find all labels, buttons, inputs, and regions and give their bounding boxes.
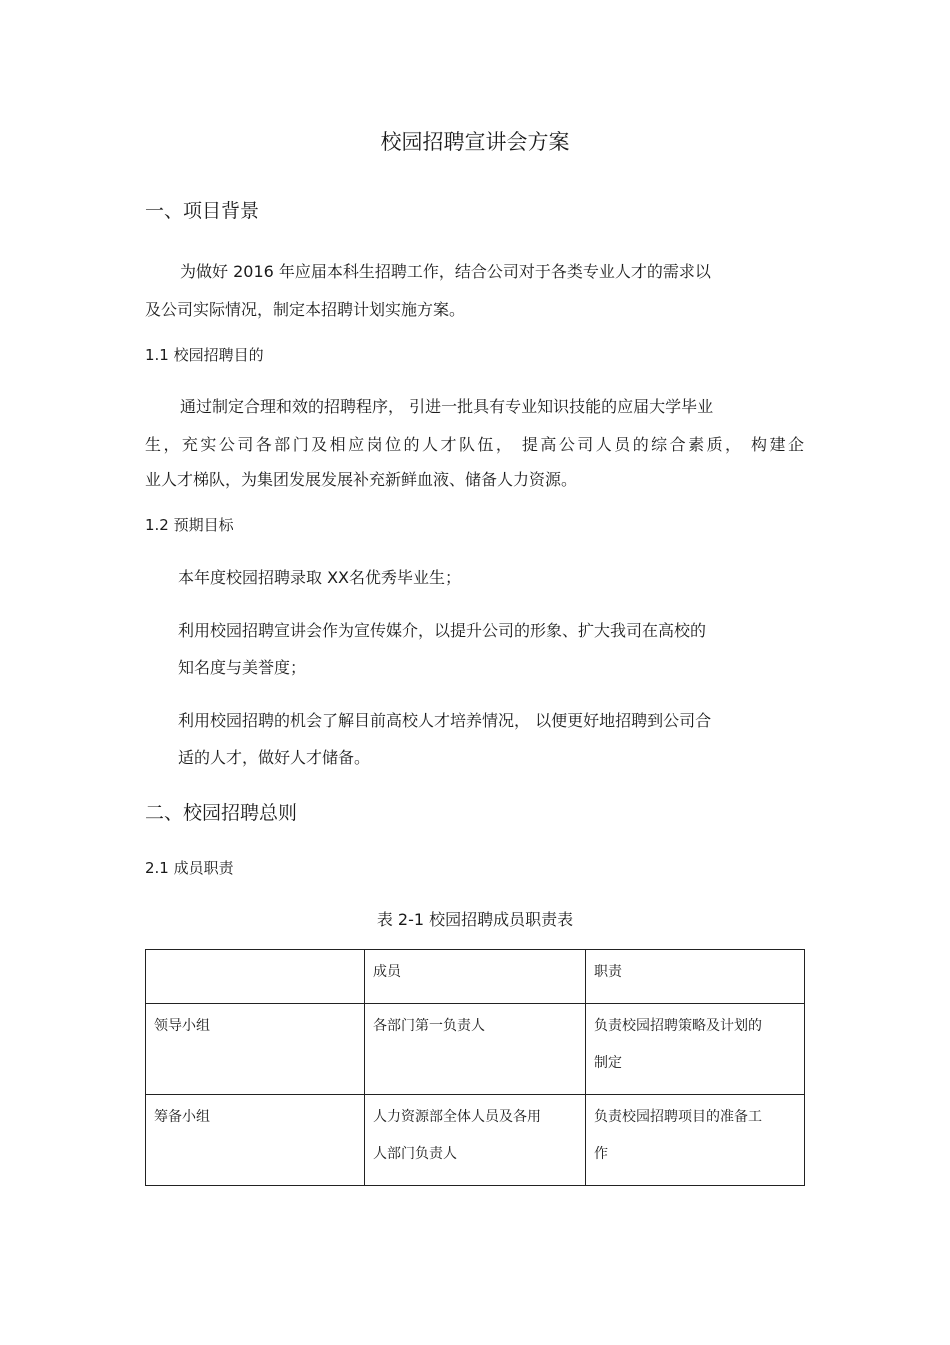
subsection-1-1-heading: 1.1 校园招聘目的 xyxy=(145,346,264,364)
members-cell xyxy=(365,1095,586,1186)
subsection-2-1-heading: 2.1 成员职责 xyxy=(145,859,234,877)
duty-line: 负责校园招聘项目的准备工 xyxy=(594,1109,762,1125)
group-cell: 筹备小组 xyxy=(146,1095,365,1186)
members-cell xyxy=(365,1004,586,1095)
intro-line-2: 及公司实际情况，制定本招聘计划实施方案。 xyxy=(145,300,466,319)
goal-2-line-1: 利用校园招聘宣讲会作为宣传媒介，以提升公司的形象、扩大我司在高校的 xyxy=(178,621,707,640)
goal-3-line-1: 利用校园招聘的机会了解目前高校人才培养情况， 以便更好地招聘到公司合 xyxy=(178,711,712,730)
group-cell: 领导小组 xyxy=(146,1004,365,1095)
document-title: 校园招聘宣讲会方案 xyxy=(380,130,570,154)
member-duty-table xyxy=(145,949,805,1186)
purpose-line-2: 生，充实公司各部门及相应岗位的人才队伍， 提高公司人员的综合素质， 构建企 xyxy=(145,435,804,454)
table-row xyxy=(146,1095,805,1186)
goal-3-line-2: 适的人才，做好人才储备。 xyxy=(178,748,371,767)
members-line: 人力资源部全体人员及各用 xyxy=(373,1109,541,1125)
section-1-heading: 一、项目背景 xyxy=(145,200,260,222)
purpose-line-1: 通过制定合理和效的招聘程序， 引进一批具有专业知识技能的应届大学毕业 xyxy=(180,397,714,416)
table-row xyxy=(146,1004,805,1095)
duty-cell xyxy=(586,1095,805,1186)
subsection-1-2-heading: 1.2 预期目标 xyxy=(145,516,234,534)
purpose-line-3: 业人才梯队，为集团发展发展补充新鲜血液、储备人力资源。 xyxy=(145,470,578,489)
duty-cell xyxy=(586,1004,805,1095)
section-2-heading: 二、校园招聘总则 xyxy=(145,802,298,824)
members-line: 人部门负责人 xyxy=(373,1146,457,1162)
table-caption: 表 2-1 校园招聘成员职责表 xyxy=(376,910,574,929)
header-cell-members: 成员 xyxy=(365,950,586,1004)
table-header-row xyxy=(146,950,805,1004)
duty-line: 作 xyxy=(594,1146,608,1162)
members-line: 各部门第一负责人 xyxy=(373,1018,485,1034)
duty-line: 负责校园招聘策略及计划的 xyxy=(594,1018,762,1034)
header-cell-duty: 职责 xyxy=(586,950,805,1004)
intro-line-1: 为做好 2016 年应届本科生招聘工作，结合公司对于各类专业人才的需求以 xyxy=(180,262,711,281)
header-cell-group xyxy=(146,950,365,1004)
goal-1: 本年度校园招聘录取 XX名优秀毕业生； xyxy=(178,568,462,587)
goal-2-line-2: 知名度与美誉度； xyxy=(178,658,307,677)
duty-line: 制定 xyxy=(594,1055,622,1071)
